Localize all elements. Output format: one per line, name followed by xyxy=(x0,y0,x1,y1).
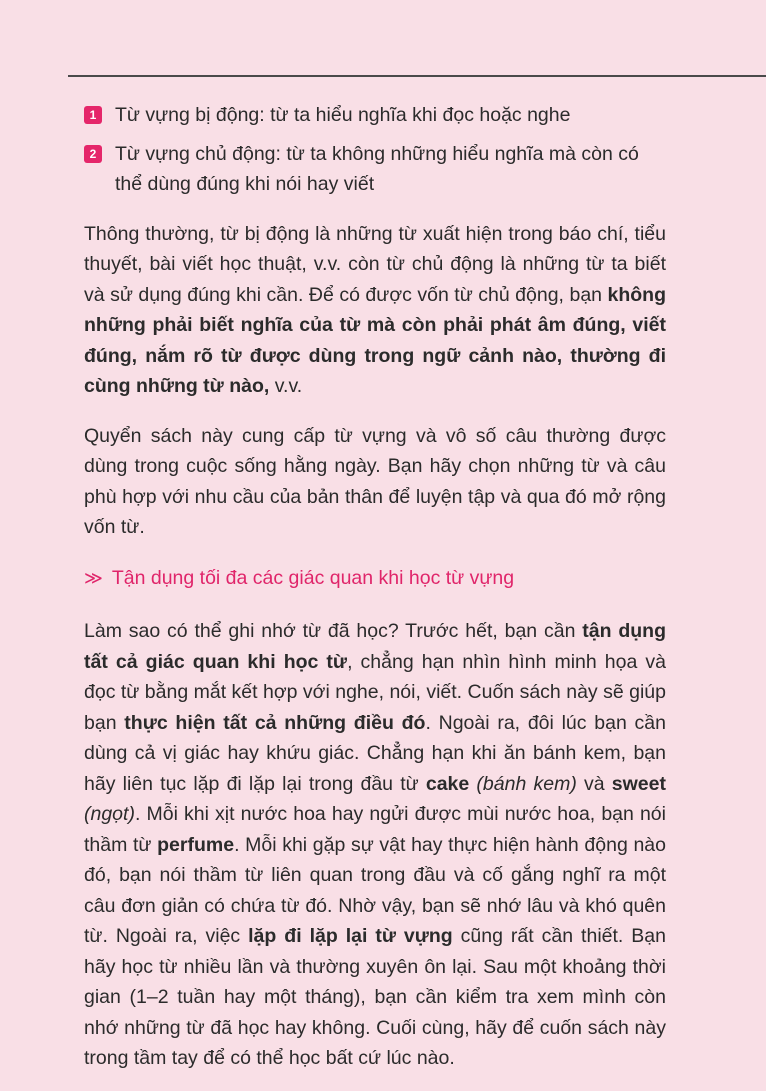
text-run: . Mỗi khi gặp sự vật hay thực hiện hành động nào đó, bạn nói thầm từ liên quan trong đầu và cố gắng nghĩ ra một câu đơn giản có chứa từ đó. Nhờ vậy, bạn sẽ nhớ lâu và khó quên từ. Ngoài ra, việc xyxy=(84,833,666,947)
text-run: cũng rất cần thiết. Bạn hãy học từ nhiều lần và thường xuyên ôn lại. Sau một khoảng thời gian (1–2 tuần hay một tháng), bạn cần kiểm tra xem mình còn nhớ những từ đã học hay không. Cuối cùng, hãy để cuốn sách này trong tầm tay để có thể học bất cứ lúc nào. xyxy=(84,925,666,1069)
italic-text-run: (bánh kem) xyxy=(469,772,577,795)
list-item xyxy=(84,139,666,200)
text-run: và xyxy=(576,772,612,795)
bold-text-run: cake xyxy=(425,772,470,795)
paragraph-senses xyxy=(84,616,666,1074)
text-run: . Ngoài ra, đôi lúc bạn cần dùng cả vị giác hay khứu giác. Chẳng hạn khi ăn bánh kem, bạn hãy liên tục lặp đi lặp lại trong đầu từ xyxy=(84,711,666,795)
text-run: v.v. xyxy=(269,375,303,397)
bold-text-run: lặp đi lặp lại từ vựng xyxy=(248,925,453,947)
bold-text-run: perfume xyxy=(157,833,235,856)
section-heading-text: Tận dụng tối đa các giác quan khi học từ vựng xyxy=(111,566,515,589)
list-item xyxy=(84,100,666,131)
paragraph-active-vocabulary xyxy=(84,219,666,402)
page-content xyxy=(84,100,666,1074)
italic-text-run: (ngọt) xyxy=(84,803,135,825)
text-run: . Mỗi khi xịt nước hoa hay ngửi được mùi nước hoa, bạn nói thầm từ xyxy=(84,803,666,856)
paragraph-book-purpose xyxy=(84,421,666,543)
list-item-text: Từ vựng bị động: từ ta hiểu nghĩa khi đọc hoặc nghe xyxy=(115,104,571,126)
double-chevron-icon: ≫ xyxy=(84,567,102,588)
bold-text-run: tận dụng tất cả giác quan khi học từ xyxy=(84,620,666,673)
text-run: Làm sao có thể ghi nhớ từ đã học? Trước hết, bạn cần xyxy=(84,620,583,642)
definition-list xyxy=(84,100,666,200)
list-item-text: Từ vựng chủ động: từ ta không những hiểu nghĩa mà còn có thể dùng đúng khi nói hay viết xyxy=(115,142,639,195)
top-rule xyxy=(68,75,766,77)
number-badge: 1 xyxy=(84,106,102,124)
section-heading xyxy=(84,563,666,594)
text-run: , chẳng hạn nhìn hình minh họa và đọc từ bằng mắt kết hợp với nghe, nói, viết. Cuốn sách này sẽ giúp bạn xyxy=(84,650,666,734)
text-run: Thông thường, từ bị động là những từ xuất hiện trong báo chí, tiểu thuyết, bài viết học thuật, v.v. còn từ chủ động là những từ ta biết và sử dụng đúng khi cần. Để có được vốn từ chủ động, bạn xyxy=(84,222,666,306)
bold-text-run: thực hiện tất cả những điều đó xyxy=(124,711,426,734)
bold-text-run: sweet xyxy=(611,772,666,795)
text-run: Quyển sách này cung cấp từ vựng và vô số câu thường được dùng trong cuộc sống hằng ngày. Bạn hãy chọn những từ và câu phù hợp với nhu cầu của bản thân để luyện tập và qua đó mở rộng vốn từ. xyxy=(84,424,666,538)
number-badge: 2 xyxy=(84,145,102,163)
bold-text-run: không những phải biết nghĩa của từ mà còn phải phát âm đúng, viết đúng, nắm rõ từ được dùng trong ngữ cảnh nào, thường đi cùng những từ nào, xyxy=(84,283,666,397)
